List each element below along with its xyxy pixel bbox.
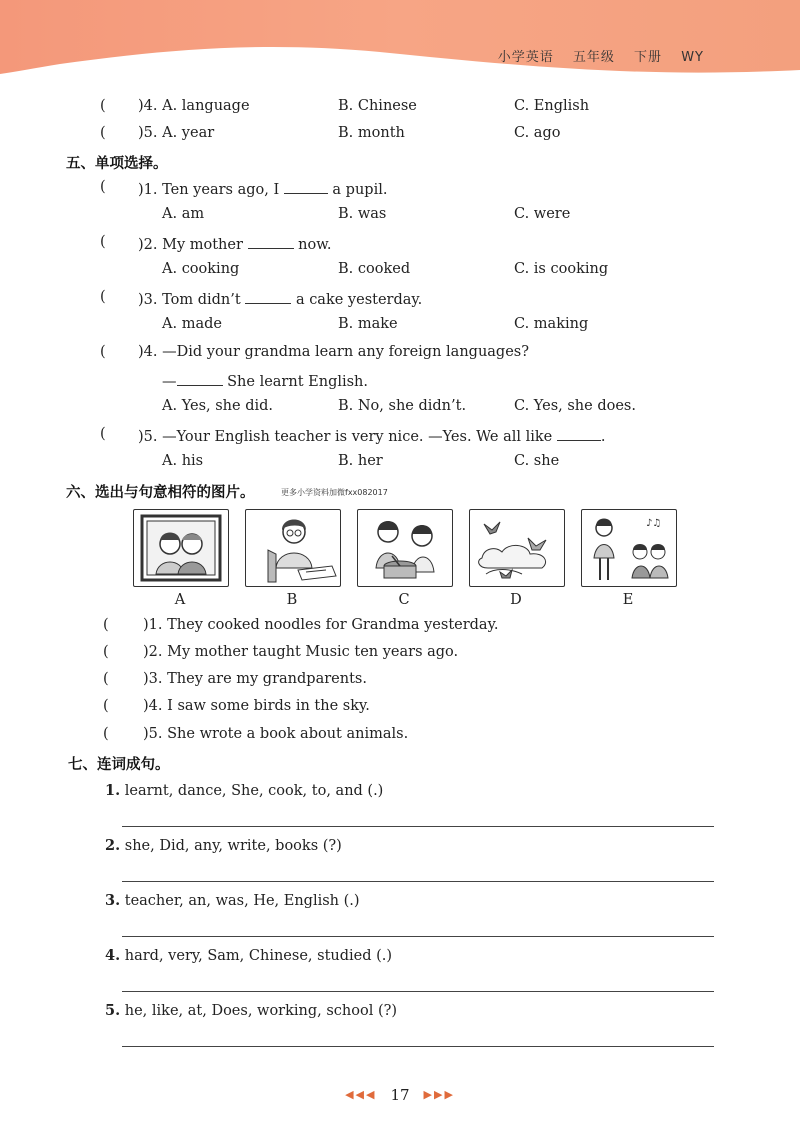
word-order-item (105, 782, 383, 799)
match-sentence: )2. My mother taught Music ten years ago. (143, 644, 459, 660)
scrambled-words: he, like, at, Does, working, school (?) (124, 1003, 398, 1019)
option-c: C. she (514, 453, 560, 469)
answer-paren[interactable]: ( (103, 617, 109, 633)
answer-paren[interactable]: ( (103, 698, 109, 714)
answer-paren[interactable]: ( (100, 98, 106, 114)
header-info (484, 46, 704, 65)
answer-blank[interactable] (284, 179, 328, 194)
grandparents-portrait-icon[interactable] (133, 509, 229, 587)
word-order-item (105, 1002, 397, 1019)
answer-paren[interactable]: ( (103, 644, 109, 660)
question-text-end: . (600, 429, 606, 445)
header-subject: 小学英语 (497, 50, 554, 65)
mother-teacher-writing-icon[interactable] (245, 509, 341, 587)
mcq-question (138, 426, 605, 445)
option-b: B. Chinese (338, 98, 417, 114)
picture-label: E (622, 592, 634, 608)
word-order-item (105, 837, 342, 854)
answer-paren[interactable]: ( (100, 426, 106, 442)
item-number: 5. (105, 1002, 121, 1019)
answer-paren[interactable]: ( (100, 234, 106, 250)
option-b: B. her (338, 453, 383, 469)
match-sentence: )5. She wrote a book about animals. (143, 726, 409, 742)
item-number: 3. (105, 892, 121, 909)
answer-line[interactable] (122, 826, 714, 827)
option-a: A. am (162, 206, 205, 222)
section5-title: 五、单项选择。 (66, 156, 168, 172)
left-arrows-icon: ◀◀◀ (345, 1088, 377, 1101)
option-a: A. his (162, 453, 204, 469)
option-b: B. month (338, 125, 405, 141)
scrambled-words: teacher, an, was, He, English (.) (124, 893, 360, 909)
item-number: 4. (105, 947, 121, 964)
mcq-question-line2 (162, 371, 368, 390)
match-sentence: )4. I saw some birds in the sky. (143, 698, 370, 714)
option-a: A. cooking (162, 261, 240, 277)
question-item: )4. A. language (138, 98, 250, 114)
option-a: A. Yes, she did. (162, 398, 274, 414)
option-b: B. make (338, 316, 398, 332)
picture-label: B (286, 592, 298, 608)
answer-line[interactable] (122, 1046, 714, 1047)
question-text-end: a pupil. (332, 182, 388, 198)
item-number: 1. (105, 782, 121, 799)
answer-paren[interactable]: ( (103, 671, 109, 687)
picture-label: D (510, 592, 522, 608)
question-text-end: a cake yesterday. (295, 292, 423, 308)
header-band (0, 0, 800, 90)
option-c: C. ago (514, 125, 561, 141)
answer-line[interactable] (122, 936, 714, 937)
option-b: B. No, she didn’t. (338, 398, 467, 414)
match-sentence: )1. They cooked noodles for Grandma yesterday. (143, 617, 499, 633)
question-text: )2. My mother (138, 237, 243, 253)
option-c: C. Yes, she does. (514, 398, 636, 414)
mcq-question (138, 289, 422, 308)
page-number: 17 (390, 1086, 410, 1104)
option-c: C. were (514, 206, 571, 222)
birds-in-sky-icon[interactable] (469, 509, 565, 587)
word-order-item (105, 947, 392, 964)
kids-cooking-noodles-icon[interactable] (357, 509, 453, 587)
section6-title: 六、选出与句意相符的图片。 (66, 485, 255, 501)
match-sentence: )3. They are my grandparents. (143, 671, 367, 687)
answer-blank[interactable] (245, 289, 291, 304)
question-text: )1. Ten years ago, I (138, 182, 280, 198)
teacher-music-class-icon[interactable] (581, 509, 677, 587)
option-c: C. making (514, 316, 589, 332)
scrambled-words: learnt, dance, She, cook, to, and (.) (124, 783, 384, 799)
section6-note: 更多小学资料加微fxx082017 (281, 488, 388, 497)
header-grade: 五年级 (572, 50, 615, 65)
answer-blank[interactable] (557, 426, 601, 441)
answer-blank[interactable] (248, 234, 294, 249)
scrambled-words: she, Did, any, write, books (?) (124, 838, 342, 854)
answer-blank[interactable] (177, 371, 223, 386)
option-c: C. English (514, 98, 590, 114)
question-text: )5. —Your English teacher is very nice. —Yes. We all like (138, 429, 553, 445)
mcq-question (138, 234, 332, 253)
option-a: A. made (162, 316, 222, 332)
question-text: )3. Tom didn’t (138, 292, 241, 308)
question-text-end: She learnt English. (227, 374, 369, 390)
mcq-question: )4. —Did your grandma learn any foreign languages? (138, 344, 530, 360)
section7-title: 七、连词成句。 (68, 757, 170, 773)
answer-paren[interactable]: ( (100, 344, 106, 360)
answer-paren[interactable]: ( (100, 289, 106, 305)
svg-text:♪♫: ♪♫ (646, 518, 662, 529)
answer-paren[interactable]: ( (100, 179, 106, 195)
answer-line[interactable] (122, 991, 714, 992)
answer-line[interactable] (122, 881, 714, 882)
scrambled-words: hard, very, Sam, Chinese, studied (.) (124, 948, 393, 964)
picture-label: A (174, 592, 186, 608)
item-number: 2. (105, 837, 121, 854)
option-b: B. was (338, 206, 387, 222)
header-edition: WY (681, 50, 704, 65)
header-volume: 下册 (634, 50, 663, 65)
answer-paren[interactable]: ( (103, 726, 109, 742)
page-footer (0, 1086, 800, 1104)
right-arrows-icon: ▶▶▶ (423, 1088, 455, 1101)
mcq-question (138, 179, 387, 198)
question-text-end: now. (298, 237, 332, 253)
question-item: )5. A. year (138, 125, 215, 141)
dash: — (162, 374, 177, 390)
word-order-item (105, 892, 360, 909)
option-c: C. is cooking (514, 261, 609, 277)
option-b: B. cooked (338, 261, 411, 277)
picture-label: C (398, 592, 410, 608)
answer-paren[interactable]: ( (100, 125, 106, 141)
